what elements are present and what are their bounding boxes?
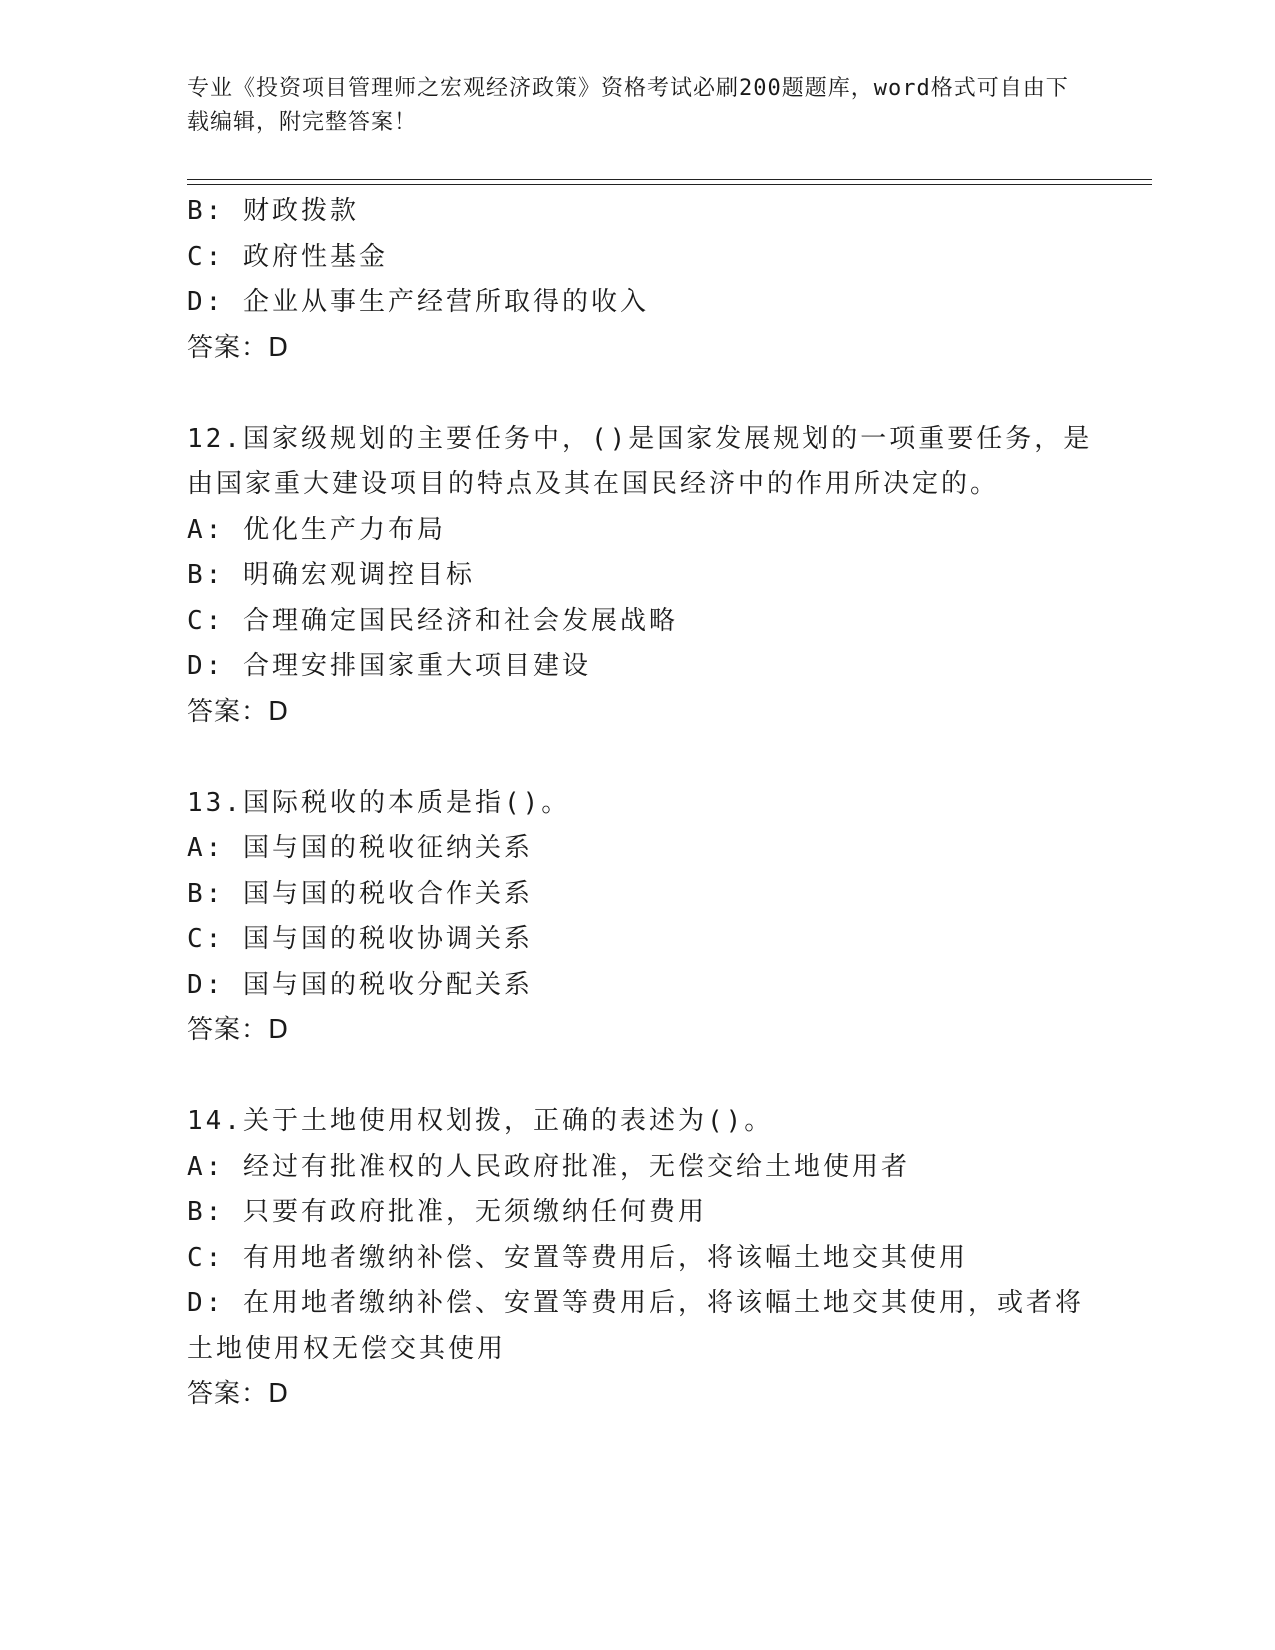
question-11-tail: [187, 189, 1097, 371]
question-stem: 14.关于土地使用权划拨，正确的表述为()。: [187, 1106, 774, 1136]
question-13: [187, 781, 1097, 1054]
document-header: [187, 72, 1087, 140]
question-stem: 12.国家级规划的主要任务中，()是国家发展规划的一项重要任务，是由国家重大建设项目的特点及其在国民经济中的作用所决定的。: [187, 423, 1093, 499]
option-a: A: 经过有批准权的人民政府批准，无偿交给土地使用者: [187, 1151, 910, 1182]
question-14: [187, 1099, 1097, 1418]
header-divider-top: [187, 179, 1152, 180]
answer: 答案：D: [187, 332, 290, 363]
option-c: C: 有用地者缴纳补偿、安置等费用后，将该幅土地交其使用: [187, 1242, 968, 1273]
header-divider-bottom: [187, 184, 1152, 185]
option-b: B: 只要有政府批准，无须缴纳任何费用: [187, 1197, 707, 1227]
answer: 答案：D: [187, 1015, 290, 1045]
answer: 答案：D: [187, 1379, 290, 1409]
option-a: A: 优化生产力布局: [187, 514, 446, 545]
question-stem: 13.国际税收的本质是指()。: [187, 787, 571, 818]
option-c: C: 政府性基金: [187, 241, 388, 272]
answer: 答案：D: [187, 696, 290, 727]
option-d: D: 合理安排国家重大项目建设: [187, 651, 591, 681]
question-list: [187, 189, 1097, 1418]
spacer: [187, 735, 1097, 781]
option-b: B: 财政拨款: [187, 196, 359, 226]
header-title: 专业《投资项目管理师之宏观经济政策》资格考试必刷200题题库，word格式可自由下载编辑，附完整答案！: [187, 76, 1069, 135]
option-d: D: 在用地者缴纳补偿、安置等费用后，将该幅土地交其使用，或者将土地使用权无偿交其使用: [187, 1288, 1084, 1364]
spacer: [187, 371, 1097, 417]
option-c: C: 合理确定国民经济和社会发展战略: [187, 605, 678, 636]
option-c: C: 国与国的税收协调关系: [187, 924, 533, 954]
question-12: [187, 417, 1097, 736]
option-d: D: 企业从事生产经营所取得的收入: [187, 287, 649, 317]
option-a: A: 国与国的税收征纳关系: [187, 833, 533, 863]
option-b: B: 明确宏观调控目标: [187, 560, 475, 590]
option-b: B: 国与国的税收合作关系: [187, 878, 533, 909]
spacer: [187, 1054, 1097, 1100]
option-d: D: 国与国的税收分配关系: [187, 969, 533, 1000]
